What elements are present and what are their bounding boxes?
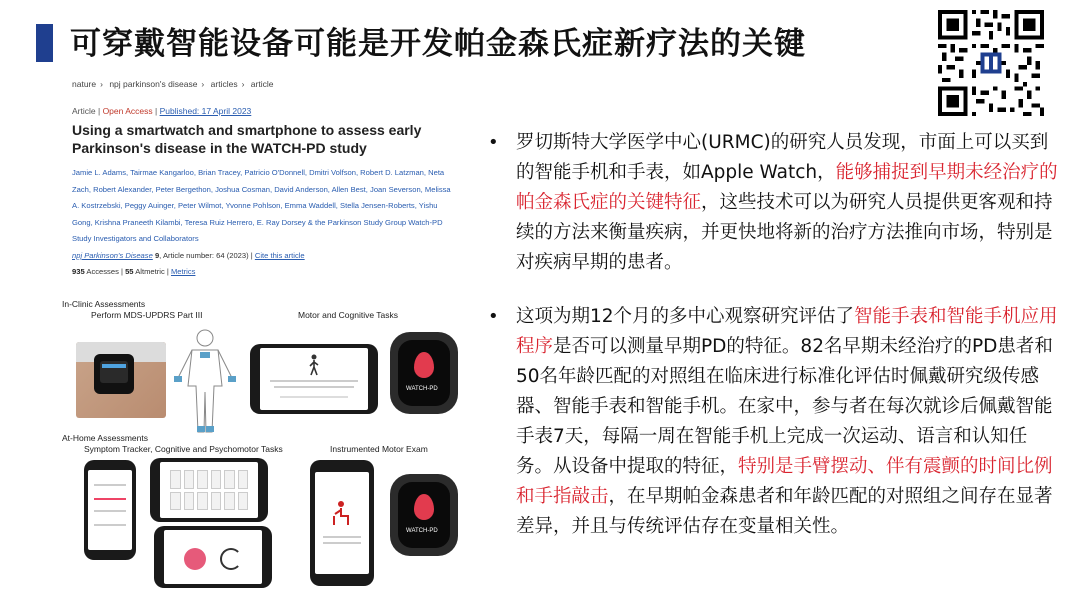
breadcrumb: nature › npj parkinson's disease › articles › article	[72, 79, 274, 89]
watch-label-bottom: WATCH-PD	[406, 528, 438, 534]
bullet-2-text-a: 这项为期12个月的多中心观察研究评估了	[516, 306, 855, 327]
bullet-list	[482, 128, 1062, 542]
journal-volume: 9	[154, 251, 160, 260]
watch-pd-logo-icon-bottom	[414, 494, 434, 520]
journal-line: npj Parkinson's Disease 9, Article number: 64 (2023) | Cite this article	[72, 251, 305, 260]
bullet-2-text-c: ，在早期帕金森患者和年龄匹配的对照组之间存在显著差异，并且与传统评估存在变量相关性。	[516, 486, 1053, 537]
phone-psychomotor-task	[154, 526, 272, 588]
phone-top-landscape	[250, 344, 378, 414]
bullet-1-highlight: 能够捕捉到早期未经治疗的帕金森氏症的关键特征	[516, 162, 1058, 213]
breadcrumb-article: article	[250, 79, 274, 89]
bullet-item-1	[482, 128, 1062, 278]
bullet-dot-icon: •	[488, 306, 499, 327]
study-figure	[60, 296, 460, 592]
bullet-1-text-b: ，这些技术可以为研究人员提供更客观和持续的方法来衡量疾病，并更快地将新的治疗方法推向市场，特别是对疾病早期的患者。	[516, 192, 1053, 273]
bullet-dot-icon: •	[488, 132, 499, 153]
label-motor-cognitive: Motor and Cognitive Tasks	[298, 310, 399, 320]
smartwatch-top	[390, 332, 458, 414]
phone-instrumented-exam	[310, 460, 374, 586]
label-mds-updrs: Perform MDS-UPDRS Part III	[91, 310, 203, 320]
watch-label-top: WATCH-PD	[406, 386, 438, 392]
title-accent-bar	[36, 24, 53, 62]
seated-person-icon	[331, 500, 353, 526]
bullet-1-text-a: 罗切斯特大学医学中心(URMC)的研究人员发现，市面上可以买到的智能手机和手表，如Apple Watch，	[516, 132, 1049, 183]
qr-code	[938, 10, 1044, 116]
label-symptom-tracker: Symptom Tracker, Cognitive and Psychomotor Tasks	[84, 444, 283, 454]
bullet-2-highlight-2: 特别是手臂摆动、伴有震颤的时间比例和手指敲击	[516, 456, 1053, 507]
smartwatch-bottom	[390, 474, 458, 556]
bullet-item-2	[482, 302, 1062, 542]
cite-link[interactable]: Cite this article	[254, 251, 305, 260]
phone-cognitive-task	[150, 458, 268, 522]
walking-person-icon	[308, 354, 320, 376]
metrics-link[interactable]: Metrics	[170, 267, 196, 276]
phone-symptom-tracker	[84, 460, 136, 560]
watch-pd-logo-icon	[414, 352, 434, 378]
slide-title: 可穿戴智能设备可能是开发帕金森氏症新疗法的关键	[70, 26, 806, 62]
accesses-count: 935	[72, 267, 85, 276]
label-in-clinic: In-Clinic Assessments	[62, 299, 146, 309]
open-access-badge: Open Access	[102, 106, 153, 116]
label-instrumented-exam: Instrumented Motor Exam	[330, 444, 428, 454]
breadcrumb-journal[interactable]: npj parkinson's disease	[109, 79, 198, 89]
article-title: Using a smartwatch and smartphone to assess early Parkinson's disease in the WATCH-PD study	[72, 122, 422, 156]
label-at-home: At-Home Assessments	[62, 433, 148, 443]
breadcrumb-articles[interactable]: articles	[210, 79, 238, 89]
body-outline-icon	[172, 326, 238, 436]
wrist-photo	[76, 342, 166, 418]
bullet-2-text-b: 是否可以测量早期PD的特征。82名早期未经治疗的PD患者和50名年龄匹配的对照组在临床进行标准化评估时佩戴研究级传感器、智能手表和智能手机。在家中，参与者在每次就诊后佩戴智能手表7天，每隔一周在智能手机上完成一次运动、语言和认知任务。从设备中提取的特征，	[516, 336, 1053, 477]
altmetric-label: Altmetric	[135, 267, 165, 276]
article-type: Article	[72, 106, 96, 116]
breadcrumb-nature[interactable]: nature	[72, 79, 97, 89]
bullet-2-highlight-1: 智能手表和智能手机应用程序	[516, 306, 1058, 357]
article-meta: Article | Open Access | Published: 17 April 2023	[72, 106, 252, 116]
journal-name[interactable]: npj Parkinson's Disease	[72, 251, 153, 260]
altmetric-count: 55	[125, 267, 134, 276]
accesses-label: Accesses	[86, 267, 119, 276]
author-list[interactable]: Jamie L. Adams, Tairmae Kangarloo, Brian Tracey, Patricio O'Donnell, Dmitri Volfson, Robert D. Latzman, Neta Zach, Robert Alexander, Peter Bergethon, Joshua Cosman, David Anderson, Allen Best, Joan Severson, Melissa A. Kostrzebski, Peggy Auinger, Peter Wilmot, Yvonne Pohlson, Emma Waddell, Stella Jensen-Roberts, Yishu Gong, Krishna Praneeth Kilambi, Teresa Ruiz Herrero, E. Ray Dorsey & the Parkinson Study Group Watch-PD Study Investigators and Collaborators	[72, 168, 451, 243]
article-number: , Article number: 64 (2023)	[159, 251, 249, 260]
published-date[interactable]: Published: 17 April 2023	[159, 106, 252, 116]
article-metrics: 935 Accesses | 55 Altmetric | Metrics	[72, 267, 196, 276]
